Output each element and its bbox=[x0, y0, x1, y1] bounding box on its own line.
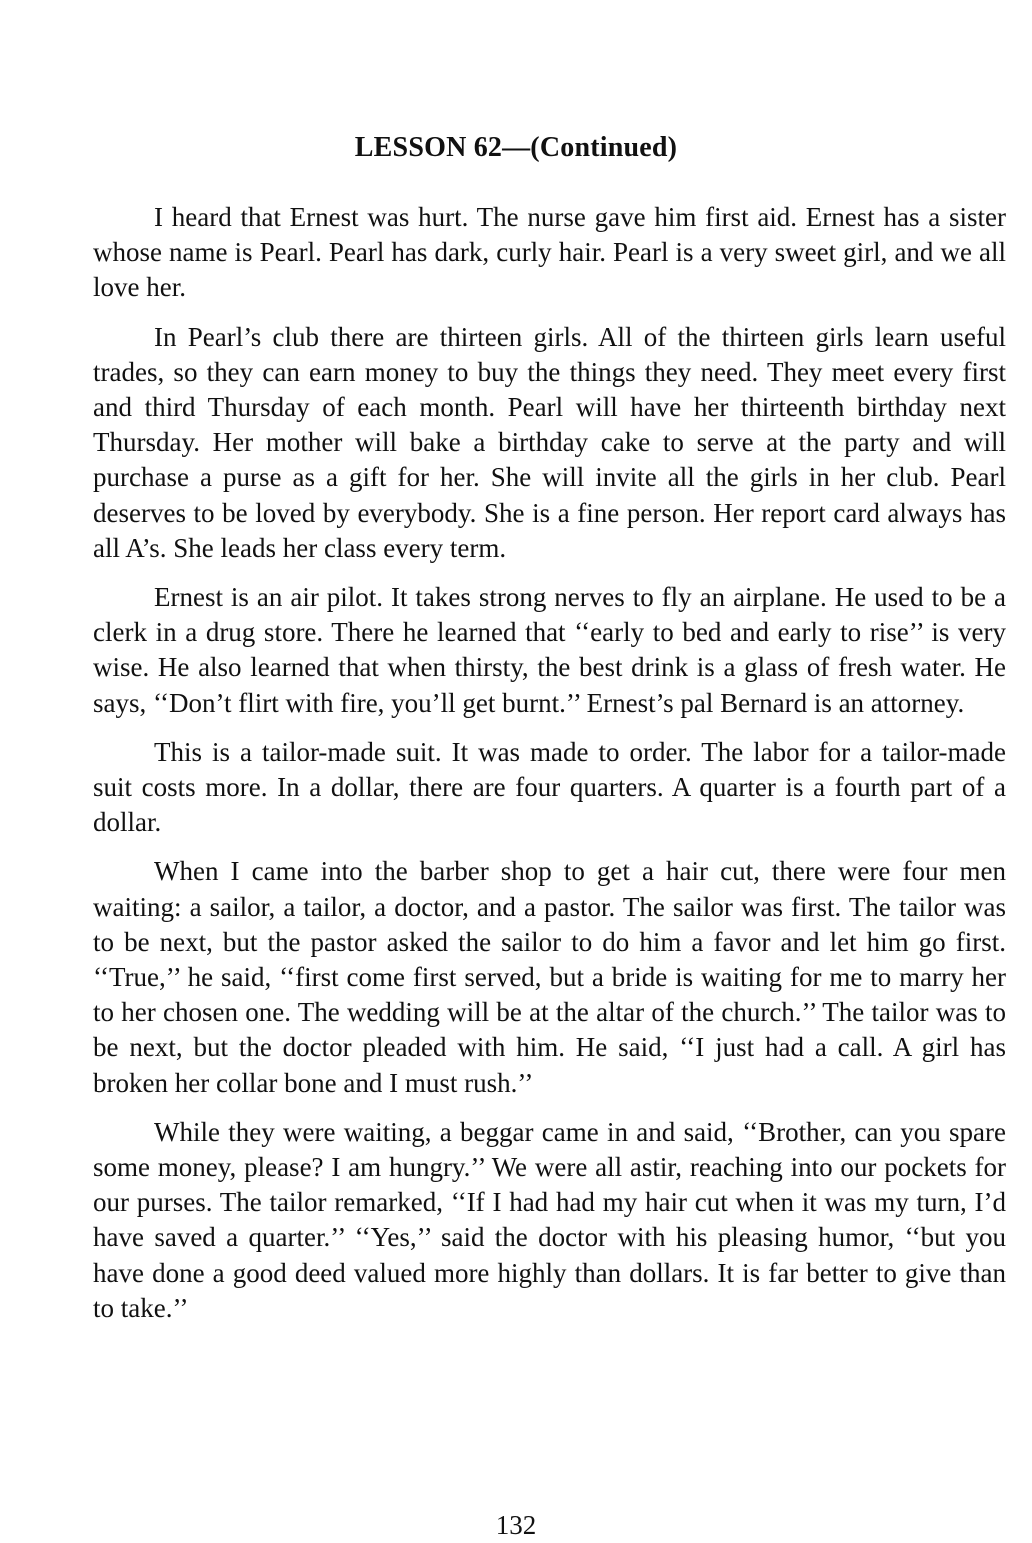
paragraph-tailor-made-suit: This is a tailor-made suit. It was made to order. The labor for a tailor-made suit costs more. In a dollar, there are four quarters. A quarter is a fourth part of a dollar. bbox=[93, 736, 1006, 838]
paragraph-pearls-club: In Pearl’s club there are thirteen girls. All of the thirteen girls learn useful trades, so they can earn money to buy the things they need. They meet every first and third Thursday of each month. Pearl will have her thirteenth birthday next Thursday. Her mother will bake a birthday cake to serve at the party and will purchase a purse as a gift for her. She will invite all the girls in her club. Pearl deserves to be loved by everybody. She is a fine person. Her report card always has all A’s. She leads her class every term. bbox=[93, 321, 1006, 563]
paragraph-ernest-hurt: I heard that Ernest was hurt. The nurse gave him first aid. Ernest has a sister whose name is Pearl. Pearl has dark, curly hair. Pearl is a very sweet girl, and we all love her. bbox=[93, 202, 1006, 303]
paragraph-beggar: While they were waiting, a beggar came in and said, ‘‘Brother, can you spare some money, please? I am hungry.’’ We were all astir, reaching into our pockets for our purses. The tailor remarked, ‘‘If I had had my hair cut when it was my turn, I’d have saved a quarter.’’ ‘‘Yes,’’ said the doctor with his pleasing humor, ‘‘but you have done a good deed valued more highly than dollars. It is far better to give than to take.’’ bbox=[93, 1116, 1006, 1323]
paragraph-air-pilot: Ernest is an air pilot. It takes strong nerves to fly an airplane. He used to be a clerk in a drug store. There he learned that ‘‘early to bed and early to rise’’ is very wise. He also learned that when thirsty, the best drink is a glass of fresh water. He says, ‘‘Don’t flirt with fire, you’ll get burnt.’’ Ernest’s pal Bernard is an attorney. bbox=[93, 582, 1006, 718]
lesson-text bbox=[93, 200, 1006, 1340]
paragraph-barber-shop: When I came into the barber shop to get a hair cut, there were four men waiting: a sailor, a tailor, a doctor, and a pastor. The sailor was first. The tailor was to be next, but the pastor asked the sailor to do him a favor and let him go first. ‘‘True,’’ he said, ‘‘first come first served, but a bride is waiting for me to marry her to her chosen one. The wedding will be at the altar of the church.’’ The tailor was to be next, but the doctor pleaded with him. He said, ‘‘I just had a call. A girl has broken her collar bone and I must rush.’’ bbox=[93, 856, 1006, 1098]
page-number: 132 bbox=[495, 1510, 537, 1540]
lesson-heading: LESSON 62—(Continued) bbox=[354, 132, 678, 163]
